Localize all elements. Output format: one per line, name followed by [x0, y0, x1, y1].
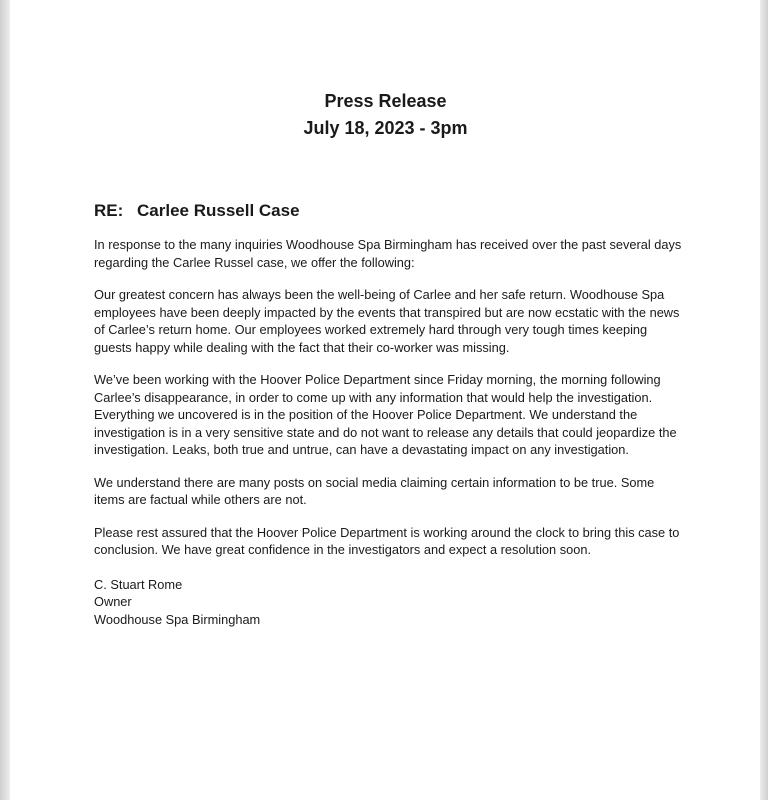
paragraph-assurance: Please rest assured that the Hoover Police Department is working around the clock to bring this case to conclusion. We have great confidence in the investigators and expect a resolution soon. — [94, 524, 680, 557]
page-shadow-right — [760, 0, 768, 800]
document-date: July 18, 2023 - 3pm — [303, 118, 468, 138]
subject-label: RE: — [94, 201, 124, 220]
signature-company: Woodhouse Spa Birmingham — [94, 611, 261, 627]
page-shadow-left — [0, 0, 10, 800]
subject-text: Carlee Russell Case — [137, 201, 300, 220]
document-page — [10, 0, 760, 800]
signature-name: C. Stuart Rome — [94, 576, 183, 592]
paragraph-concern: Our greatest concern has always been the well-being of Carlee and her safe return. Woodhouse Spa employees have been deeply impacted by the events that transpired but are now ecstatic with the news of Carlee’s return home. Our employees worked extremely hard through very tough times keeping guests happy while dealing with the fact that their co-worker was missing. — [94, 287, 680, 355]
document-title: Press Release — [324, 91, 447, 111]
paragraph-investigation: We’ve been working with the Hoover Police Department since Friday morning, the morning following Carlee’s disappearance, in order to come up with any information that would help the investigation. Everything we uncovered is in the position of the Hoover Police Department. We understand the investigation is in a very sensitive state and do not want to release any details that could jeopardize the investigation. Leaks, both true and untrue, can have a devastating impact on any investigation. — [94, 372, 677, 457]
signature-title: Owner — [94, 594, 132, 609]
document-body — [94, 88, 684, 628]
document-header — [94, 88, 677, 142]
paragraph-intro: In response to the many inquiries Woodhouse Spa Birmingham has received over the past several days regarding the Carlee Russel case, we offer the following: — [94, 237, 682, 270]
subject-line — [94, 200, 684, 222]
paragraph-social-media: We understand there are many posts on social media claiming certain information to be true. Some items are factual while others are not. — [94, 474, 655, 507]
signature-block — [94, 576, 684, 629]
